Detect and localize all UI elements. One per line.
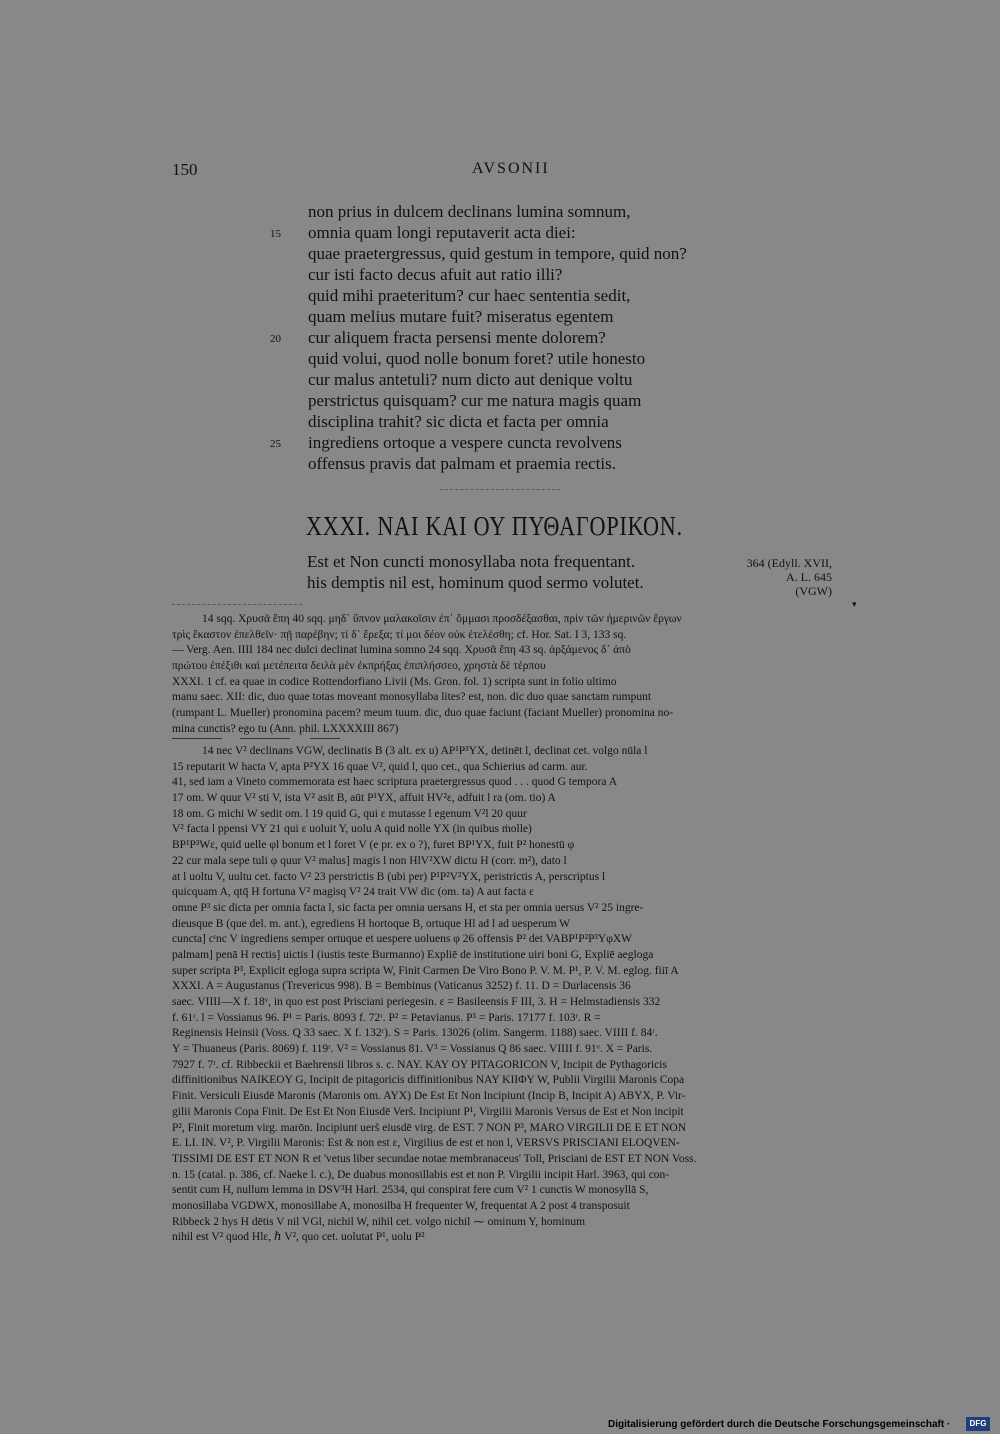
verse-line [270,201,740,222]
poem-line-1: Est et Non cuncti monosyllaba nota frequentant. [307,552,636,571]
verse-line [270,453,740,474]
page-number: 150 [172,160,198,179]
note-line: BP¹P³Wε, quid uelle φl bonum et l foret V (e pr. ex o ?), furet BP¹YX, fuit P² honestū φ [172,839,575,852]
verse-text: quid volui, quod nolle bonum foret? utile honesto [308,349,646,368]
notes-apparatus [172,744,834,1246]
note-line: Ribbeck 2 hys H dētis V nil VGl, nichil W, nihil cet. volgo nichil ⁓ ominum Y, hominum [172,1215,586,1228]
verse-text: cur aliquem fracta persensi mente dolorem? [308,328,606,347]
note-line: 15 reputarit W hacta V, apta P²YX 16 quae V², quid l, quo cet., qua Schierius ad carm. aur. [172,760,588,773]
note-line: sentit cum H, nullum lemma in DSV³H Harl. 2534, qui conspirat fere cum V² 1 cunctis W monosyllā S, [172,1184,649,1197]
verse-line [270,285,740,306]
verse-line [270,432,740,453]
notes-divider-1 [172,738,222,739]
verse-text: cur isti facto decus afuit aut ratio illi? [308,265,563,284]
note-line: super scripta P³, Explicit egloga supra scripta W, Finit Carmen De Viro Bono P. V. M. P¹, P. V. M. eglog. fiiī A [172,964,679,977]
verse-text: quam melius mutare fuit? miseratus egentem [308,307,614,326]
page-header [172,160,812,182]
note-line: at l uoltu V, uultu cet. facto V² 23 perstrictis B (ubi per) P¹P²V²YX, peristrictis A, perscriptus l [172,870,606,883]
note-line: monosillaba VGDWX, monosillabe A, monosilba H frequenter W, frequentat A 2 post 4 transposuit [172,1199,630,1212]
verse-line [270,390,740,411]
note-line: 14 nec V² declinans VGW, declinatis B (3 alt. ex u) AP¹P³YX, detinēt l, declinat cet. volgo nūla l [202,745,648,757]
verse-line [270,243,740,264]
sidenote-line-2: A. L. 645 [786,570,832,584]
verse-text: omnia quam longi reputaverit acta diei: [308,223,576,242]
note-line: V² facta l ppensi VY 21 qui ε uoluit Y, uolu A quid nolle YX (in quibus ṁolle) [172,823,532,836]
section-separator [440,485,560,490]
verse-number: 20 [270,333,281,345]
verse-text: offensus pravis dat palmam et praemia rectis. [308,454,616,473]
sidenote-line-3: (VGW) [795,584,832,598]
note-line: E. LI. IN. V², P. Virgilii Maronis: Est & non est ε, Virgilius de est et non l, VERSVS PRISCIANI ELOQVEN- [172,1137,680,1150]
verse-text: quae praetergressus, quid gestum in tempore, quid non? [308,244,687,263]
note-line: Y = Thuaneus (Paris. 8069) f. 119ʳ. V² = Vossianus 81. V³ = Vossianus Q 86 saec. VIIII f. 91ᵛ. X = Paris. [172,1043,653,1056]
note-line: manu saec. XII: dic, duo quae totas moveant monosyllaba lites? est, non. dic duo quae sanctam rumpunt [172,691,652,704]
note-line: πρώτου ἐπέξιθι καὶ μετέπειτα δειλὰ μὲν ἐκπρήξας ἐπιπλήσσεο, χρηστὰ δὲ τέρπου [172,660,546,673]
verse-text: perstrictus quisquam? cur me natura magis quam [308,391,642,410]
note-line: omne P³ sic dicta per omnia facta l, sic facta per omnia uersans H, et sta per omnia uersus V² 25 ingre- [172,901,644,914]
note-line: 17 om. W quur V² sti V, ista V² asit B, aūt P¹YX, affuit HV²ε, adfuit l ra (om. tio) A [172,792,556,805]
note-line: diffinitionibus NAIKEOY G, Incipit de pitagoricis diffinitionibus NAY KIIΦY W, Publii Virgilii Maronis Copa [172,1074,685,1087]
verse-text: ingrediens ortoque a vespere cuncta revolvens [308,433,622,452]
note-line: 41, sed iam a Vineto commemorata est haec scriptura praetergressus quod . . . quod G tempora A [172,776,618,789]
note-line: quicquam A, qtq̄ H fortuna V² magisq V² 24 trait VW dic (om. ta) A aut facta ε [172,886,534,899]
notes-divider-2 [240,738,290,739]
note-line: gilii Maronis Copa Finit. De Est Et Non Eiusdē Verš. Incipiunt P¹, Virgilii Maronis Versus de Est et Non incipit [172,1105,684,1118]
verse-line [270,369,740,390]
note-line: 18 om. G michi W sedit om. l 19 quid G, qui ε mutasse l egenum V²l 20 quur [172,807,527,820]
verse-number: 15 [270,228,281,240]
running-head: AVSONII [472,160,550,177]
note-line: nihil est V² quod Hlε, ℏ V², quo cet. uolutat P¹, uolu P² [172,1231,425,1244]
note-line: 7927 f. 7ʳ. cf. Ribbeckii et Baehrensii libros s. c. NAY. KAY OY PITAGORICON V, Incipit de Pythagoricis [172,1058,667,1071]
note-line: TISSIMI DE EST ET NON R et 'vetus liber secundae notae membranaceus' Toll, Prisciani de EST ET NON Voss. [172,1152,697,1165]
note-line: P², Finit moretum virg. marōn. Incipiunt uerš eiusdē virg. de EST. 7 NON P³, MARO VIRGILII DE E ET NON [172,1121,687,1134]
note-line: cuncta] cᵗnc V ingrediens semper ortuque et uespere uoluens φ 26 offensis P² det VABP¹P²P³YφXW [172,933,633,946]
note-line: XXXI. A = Augustanus (Trevericus 998). B = Bembinus (Vaticanus 3252) f. 11. D = Durlacensis 36 [172,980,631,993]
notes-parallels [172,612,834,738]
note-line: τρὶς ἕκαστον ἐπελθεῖν· πῇ παρέβην; τί δ᾽ ἔρεξα; τί μοι δέον οὐκ ἐτελέσθη; cf. Hor. Sat. I 3, 133 sq. [172,628,627,641]
dfg-logo: DFG [966,1417,990,1431]
verse-line [270,348,740,369]
verse-text: disciplina trahit? sic dicta et facta per omnia [308,412,609,431]
note-line: dieusque B (que del. m. ant.), egrediens H hortoque B, ortuque Hl ad l ad uesperum W [172,917,571,930]
poem-line-2: his demptis nil est, hominum quod sermo volutet. [307,573,644,592]
verse-text: cur malus antetuli? num dicto aut denique voltu [308,370,633,389]
verse-text: non prius in dulcem declinans lumina somnum, [308,202,631,221]
note-line: Reginensis Heinsii (Voss. Q 33 saec. X f. 132ʳ). S = Paris. 13026 (olim. Sangerm. 1188) saec. VIIII f. 84ʳ. [172,1027,658,1040]
sidenote-line-1: 364 (Edyll. XVII, [746,556,832,570]
note-line: palmam] penā H rectis] uictis l (iustis teste Burmanno) Expliē de institutione uiri boni G, Expliē aegloga [172,948,654,961]
note-line: 22 cur mala sepe tuli φ quur V² malus] magis l non HlV²XW dictu H (corr. m²), dato l [172,854,567,867]
note-line: 14 sqq. Χρυσᾶ ἔπη 40 sqq. μηδ᾽ ὕπνον μαλακοῖσιν ἐπ᾽ ὄμμασι προσδέξασθαι, πρὶν τῶν ἡμερινῶν ἔργων [202,613,682,625]
note-line: — Verg. Aen. IIII 184 nec dulci declinat lumina somno 24 sqq. Χρυσᾶ ἔπη 43 sq. ἀρξάμενος δ᾽ ἀπὸ [172,644,631,657]
verse-line [270,222,740,243]
note-line: n. 15 (catal. p. 386, cf. Naeke l. c.), De duabus monosillabis est et non P. Virgilii incipit Harl. 3963, qui con- [172,1168,670,1181]
verse-line [270,306,740,327]
verse-number: 25 [270,438,281,450]
note-line: Finit. Versiculi Eiusdē Maronis (Maronis om. AYX) De Est Et Non Incipiunt (Incip B, Incipit A) ABYX, P. Vir- [172,1090,686,1103]
note-line: mina cunctis? ego tu (Ann. phil. LXXXXIII 867) [172,722,399,735]
verse-line [270,411,740,432]
notes-divider-3 [310,738,340,739]
verse-line [270,264,740,285]
note-line: f. 61ʳ. l = Vossianus 96. P¹ = Paris. 8093 f. 72ʳ. P² = Petavianus. P³ = Paris. 17177 f. 103ʳ. R = [172,1011,601,1024]
verse-block [270,201,740,474]
margin-marker: ▾ [852,599,857,609]
verse-line [270,327,740,348]
poem-title: XXXI. ΝΑΙ ΚΑΙ ΟΥ ΠΥΘΑΓΟΡΙΚΟΝ. [306,511,683,541]
verse-text: quid mihi praeteritum? cur haec sententia sedit, [308,286,631,305]
note-line: (rumpant L. Mueller) pronomina pacem? meum tuum. dic, duo quae faciunt (faciant Mueller) pronomina no- [172,707,674,720]
note-line: XXXI. 1 cf. ea quae in codice Rottendorfiano Livii (Ms. Gron. fol. 1) scripta sunt in folio ultimo [172,675,617,688]
note-line: saec. VIIII—X f. 18ᵛ, in quo est post Prisciani periegesin. ε = Basileensis F III, 3. H = Helmstadiensis 332 [172,996,661,1008]
digitization-credit: Digitalisierung gefördert durch die Deutsche Forschungsgemeinschaft · [608,1419,951,1430]
notes-divider-top [172,604,302,605]
